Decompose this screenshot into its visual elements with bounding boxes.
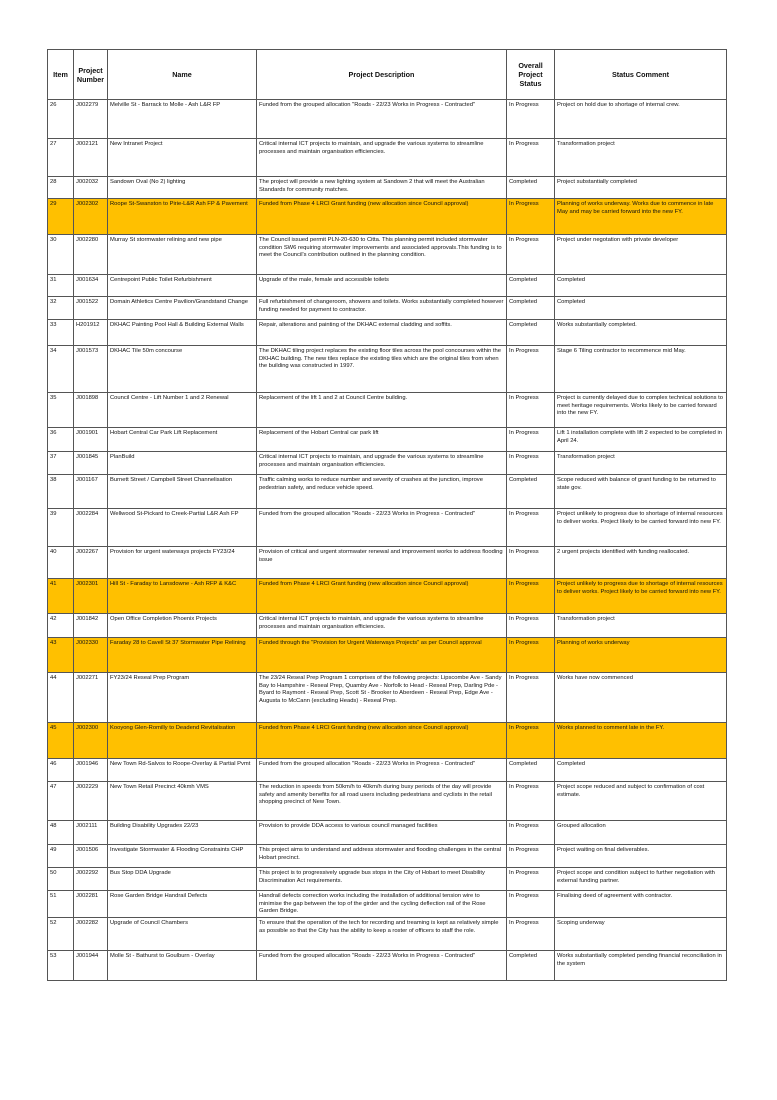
table-row: [48, 452, 727, 475]
cell-overall-status: In Progress: [507, 428, 555, 452]
cell-status-comment: Scope reduced with balance of grant funding to be returned to state gov.: [555, 475, 727, 509]
cell-name: Burnett Street / Campbell Street Channelisation: [108, 475, 257, 509]
cell-item: 29: [48, 199, 74, 235]
cell-project-number: J001522: [74, 297, 108, 320]
cell-project-number: J002271: [74, 673, 108, 723]
cell-overall-status: In Progress: [507, 891, 555, 918]
cell-overall-status: In Progress: [507, 821, 555, 845]
cell-name: Kooyong Glen-Romilly to Deadend Revitalisation: [108, 723, 257, 759]
table-row: [48, 723, 727, 759]
cell-overall-status: Completed: [507, 320, 555, 346]
cell-project-number: J001842: [74, 614, 108, 638]
cell-name: Sandown Oval (No 2) lighting: [108, 177, 257, 199]
cell-status-comment: Stage 6 Tiling contractor to recommence mid May.: [555, 346, 727, 393]
cell-item: 31: [48, 275, 74, 297]
table-row: [48, 428, 727, 452]
table-row: [48, 579, 727, 614]
cell-status-comment: Project waiting on final deliverables.: [555, 845, 727, 868]
cell-item: 47: [48, 782, 74, 821]
cell-item: 42: [48, 614, 74, 638]
cell-project-number: J001506: [74, 845, 108, 868]
cell-name: DKHAC Painting Pool Hall & Building External Walls: [108, 320, 257, 346]
cell-item: 27: [48, 139, 74, 177]
cell-status-comment: Works substantially completed pending financial reconciliation in the system: [555, 950, 727, 980]
cell-status-comment: Finalising deed of agreement with contractor.: [555, 891, 727, 918]
table-row: [48, 235, 727, 275]
header-overall-status: Overall Project Status: [507, 50, 555, 100]
cell-status-comment: Works substantially completed.: [555, 320, 727, 346]
cell-status-comment: Grouped allocation: [555, 821, 727, 845]
cell-project-number: J001573: [74, 346, 108, 393]
cell-item: 26: [48, 100, 74, 139]
header-row: [48, 50, 727, 100]
cell-project-number: J002229: [74, 782, 108, 821]
cell-project-description: Critical internal ICT projects to maintain, and upgrade the various systems to streamline processes and maintain organisation efficiencies.: [257, 452, 507, 475]
cell-project-description: Funded from Phase 4 LRCI Grant funding (new allocation since Council approval): [257, 579, 507, 614]
cell-overall-status: In Progress: [507, 199, 555, 235]
table-row: [48, 917, 727, 950]
cell-item: 52: [48, 917, 74, 950]
cell-project-number: J002284: [74, 509, 108, 547]
cell-status-comment: Completed: [555, 759, 727, 782]
cell-item: 45: [48, 723, 74, 759]
table-row: [48, 475, 727, 509]
cell-name: DKHAC Tile 50m concourse: [108, 346, 257, 393]
cell-project-number: J002282: [74, 917, 108, 950]
cell-status-comment: Project substantially completed: [555, 177, 727, 199]
cell-name: Centrepoint Public Toilet Refurbishment: [108, 275, 257, 297]
cell-item: 37: [48, 452, 74, 475]
table-row: [48, 139, 727, 177]
cell-project-number: J001167: [74, 475, 108, 509]
cell-item: 43: [48, 638, 74, 673]
table-row: [48, 320, 727, 346]
cell-project-number: J001944: [74, 950, 108, 980]
project-status-table: [47, 49, 727, 981]
header-status-comment: Status Comment: [555, 50, 727, 100]
cell-project-number: J001845: [74, 452, 108, 475]
cell-project-description: The Council issued permit PLN-20-630 to Citta. This planning permit included stormwater condition SW6 requiring stormwater improvements and associated approvals.This funding is to meet the Council's contribution outlined in the planning condition.: [257, 235, 507, 275]
cell-item: 48: [48, 821, 74, 845]
cell-overall-status: In Progress: [507, 917, 555, 950]
cell-status-comment: Lift 1 installation complete with lift 2 expected to be completed in April 24.: [555, 428, 727, 452]
cell-project-number: J002281: [74, 891, 108, 918]
cell-project-number: H201912: [74, 320, 108, 346]
table-row: [48, 782, 727, 821]
cell-status-comment: Project scope and condition subject to further negotiation with external funding partner.: [555, 868, 727, 891]
cell-item: 30: [48, 235, 74, 275]
cell-name: Investigate Stormwater & Flooding Constraints CHP: [108, 845, 257, 868]
cell-project-description: This project aims to understand and address stormwater and flooding challenges in the central Hobart precinct.: [257, 845, 507, 868]
cell-status-comment: Transformation project: [555, 452, 727, 475]
cell-item: 35: [48, 393, 74, 428]
table-row: [48, 297, 727, 320]
cell-item: 39: [48, 509, 74, 547]
table-row: [48, 547, 727, 579]
cell-project-description: Traffic calming works to reduce number and severity of crashes at the junction, improve pedestrian safety, and reduce vehicle speed.: [257, 475, 507, 509]
cell-overall-status: In Progress: [507, 509, 555, 547]
cell-project-number: J002111: [74, 821, 108, 845]
cell-item: 44: [48, 673, 74, 723]
cell-project-description: Funded from the grouped allocation "Roads - 22/23 Works in Progress - Contracted": [257, 100, 507, 139]
cell-item: 38: [48, 475, 74, 509]
cell-name: Upgrade of Council Chambers: [108, 917, 257, 950]
cell-item: 49: [48, 845, 74, 868]
cell-project-description: The 23/24 Reseal Prep Program 1 comprises of the following projects: Lipscombe Ave - Sandy Bay to Hampshire - Reseal Prep, Quamby Ave - Norfolk to Head - Reseal Prep, Darling Pde - Byard to Raymont - Reseal Prep, Scott St - Brooker to Aberdeen - Reseal Prep, Edge Ave - Augusta to McCann (excluding Heads) - Reseal Prep.: [257, 673, 507, 723]
cell-overall-status: In Progress: [507, 235, 555, 275]
cell-project-description: The project will provide a new lighting system at Sandown 2 that will meet the Australian Standards for community matches.: [257, 177, 507, 199]
header-project-number: Project Number: [74, 50, 108, 100]
table-row: [48, 950, 727, 980]
cell-project-number: J002301: [74, 579, 108, 614]
cell-status-comment: Planning of works underway. Works due to commence in late May and may be carried forward into the new FY.: [555, 199, 727, 235]
table-row: [48, 868, 727, 891]
table-header: [48, 50, 727, 100]
cell-status-comment: Project unlikely to progress due to shortage of internal resources to deliver works. Project likely to be carried forward into new FY.: [555, 579, 727, 614]
cell-project-description: Upgrade of the male, female and accessible toilets: [257, 275, 507, 297]
cell-item: 32: [48, 297, 74, 320]
cell-overall-status: In Progress: [507, 452, 555, 475]
cell-overall-status: In Progress: [507, 782, 555, 821]
table-row: [48, 275, 727, 297]
header-project-description: Project Description: [257, 50, 507, 100]
cell-overall-status: In Progress: [507, 614, 555, 638]
cell-name: Domain Athletics Centre Pavilion/Grandstand Change: [108, 297, 257, 320]
cell-project-description: Repair, alterations and painting of the DKHAC external cladding and soffits.: [257, 320, 507, 346]
cell-project-description: Funded from the grouped allocation "Roads - 22/23 Works in Progress - Contracted": [257, 509, 507, 547]
cell-overall-status: In Progress: [507, 723, 555, 759]
table-row: [48, 891, 727, 918]
header-name: Name: [108, 50, 257, 100]
cell-project-description: To ensure that the operation of the tech for recording and treaming is kept as relatively simple as possible so that the City has the ability to keep a roster of officers to staff the role.: [257, 917, 507, 950]
cell-project-number: J002300: [74, 723, 108, 759]
cell-project-number: J002032: [74, 177, 108, 199]
cell-project-number: J002280: [74, 235, 108, 275]
table-row: [48, 100, 727, 139]
cell-name: Building Disability Upgrades 22/23: [108, 821, 257, 845]
cell-overall-status: In Progress: [507, 139, 555, 177]
cell-overall-status: Completed: [507, 275, 555, 297]
cell-name: New Town Retail Precinct 40kmh VMS: [108, 782, 257, 821]
cell-name: Bus Stop DDA Upgrade: [108, 868, 257, 891]
cell-project-number: J002302: [74, 199, 108, 235]
cell-status-comment: Planning of works underway: [555, 638, 727, 673]
cell-status-comment: Project under negotation with private developer: [555, 235, 727, 275]
cell-project-description: Funded from the grouped allocation "Roads - 22/23 Works in Progress - Contracted": [257, 759, 507, 782]
cell-name: Murray St stormwater relining and new pipe: [108, 235, 257, 275]
cell-name: Molle St - Bathurst to Goulburn - Overlay: [108, 950, 257, 980]
cell-overall-status: In Progress: [507, 673, 555, 723]
cell-project-description: This project is to progressively upgrade bus stops in the City of Hobart to meet Disability Discrimination Act requirements.: [257, 868, 507, 891]
cell-overall-status: In Progress: [507, 579, 555, 614]
cell-project-description: Full refurbishment of changeroom, showers and toilets. Works substantially completed however funding needed for payment to contractor.: [257, 297, 507, 320]
cell-status-comment: Completed: [555, 297, 727, 320]
cell-status-comment: Project is currently delayed due to complex technical solutions to meet heritage requirements. Works likely to be carried forward into the new FY.: [555, 393, 727, 428]
cell-project-number: J002292: [74, 868, 108, 891]
cell-overall-status: In Progress: [507, 100, 555, 139]
header-item: Item: [48, 50, 74, 100]
cell-status-comment: 2 urgent projects identified with funding reallocated.: [555, 547, 727, 579]
cell-project-description: Critical internal ICT projects to maintain, and upgrade the various systems to streamline processes and maintain organisation efficiencies.: [257, 614, 507, 638]
table-row: [48, 509, 727, 547]
cell-project-number: J001946: [74, 759, 108, 782]
cell-name: Melville St - Barrack to Molle - Ash L&R FP: [108, 100, 257, 139]
cell-item: 40: [48, 547, 74, 579]
cell-name: Provision for urgent waterways projects FY23/24: [108, 547, 257, 579]
cell-name: New Town Rd-Salvos to Roope-Overlay & Partial Pvmt: [108, 759, 257, 782]
cell-name: Hill St - Faraday to Lansdowne - Ash RFP & K&C: [108, 579, 257, 614]
cell-name: New Intranet Project: [108, 139, 257, 177]
cell-status-comment: Works have now commenced: [555, 673, 727, 723]
cell-overall-status: In Progress: [507, 393, 555, 428]
cell-project-number: J002330: [74, 638, 108, 673]
cell-item: 28: [48, 177, 74, 199]
cell-overall-status: In Progress: [507, 868, 555, 891]
cell-overall-status: Completed: [507, 475, 555, 509]
cell-overall-status: Completed: [507, 297, 555, 320]
cell-item: 46: [48, 759, 74, 782]
cell-project-description: Handrail defects correction works including the installation of additional tension wire to minimise the gap between the top of the girder and the cycling deflection rail of the Rose Garden Bridge.: [257, 891, 507, 918]
table-body: [48, 100, 727, 981]
table-row: [48, 614, 727, 638]
cell-name: Roope St-Swanston to Pirie-L&R Ash FP & Pavement: [108, 199, 257, 235]
cell-item: 33: [48, 320, 74, 346]
cell-status-comment: Scoping underway: [555, 917, 727, 950]
cell-status-comment: Completed: [555, 275, 727, 297]
project-status-sheet: [47, 49, 726, 981]
cell-project-number: J002121: [74, 139, 108, 177]
cell-project-description: The reduction in speeds from 50km/h to 40km/h during busy periods of the day will provide safety and amenity benefits for all road users including pedestrians and cyclists in the retail shopping precinct of New Town.: [257, 782, 507, 821]
cell-name: Rose Garden Bridge Handrail Defects: [108, 891, 257, 918]
cell-project-number: J001898: [74, 393, 108, 428]
table-row: [48, 673, 727, 723]
cell-overall-status: Completed: [507, 950, 555, 980]
cell-overall-status: Completed: [507, 177, 555, 199]
cell-item: 51: [48, 891, 74, 918]
cell-name: Hobart Central Car Park Lift Replacement: [108, 428, 257, 452]
cell-name: Open Office Completion Phoenix Projects: [108, 614, 257, 638]
table-row: [48, 821, 727, 845]
cell-project-description: Funded from Phase 4 LRCI Grant funding (new allocation since Council approval): [257, 723, 507, 759]
cell-status-comment: Transformation project: [555, 614, 727, 638]
cell-project-description: Provision of critical and urgent stormwater renewal and improvement works to address flooding issue: [257, 547, 507, 579]
cell-overall-status: In Progress: [507, 638, 555, 673]
cell-overall-status: In Progress: [507, 346, 555, 393]
cell-project-number: J002267: [74, 547, 108, 579]
cell-project-description: The DKHAC tiling project replaces the existing floor tiles across the pool concourses within the DKHAC building. The new tiles replace the existing tiles which are the original tiles from when the building was constructed in 1997.: [257, 346, 507, 393]
cell-project-description: Replacement of the Hobart Central car park lift: [257, 428, 507, 452]
cell-project-number: J001634: [74, 275, 108, 297]
cell-project-description: Funded through the "Provision for Urgent Waterways Projects" as per Council approval: [257, 638, 507, 673]
cell-overall-status: Completed: [507, 759, 555, 782]
table-row: [48, 759, 727, 782]
cell-item: 34: [48, 346, 74, 393]
table-row: [48, 393, 727, 428]
cell-project-number: J001901: [74, 428, 108, 452]
cell-project-description: Critical internal ICT projects to maintain, and upgrade the various systems to streamline processes and maintain organisation efficiencies.: [257, 139, 507, 177]
cell-project-number: J002279: [74, 100, 108, 139]
cell-name: Council Centre - Lift Number 1 and 2 Renewal: [108, 393, 257, 428]
cell-overall-status: In Progress: [507, 845, 555, 868]
table-row: [48, 346, 727, 393]
cell-status-comment: Project unlikely to progress due to shortage of internal resources to deliver works. Project likely to be carried forward into new FY.: [555, 509, 727, 547]
cell-project-description: Funded from the grouped allocation "Roads - 22/23 Works in Progress - Contracted": [257, 950, 507, 980]
cell-status-comment: Transformation project: [555, 139, 727, 177]
cell-project-description: Funded from Phase 4 LRCI Grant funding (new allocation since Council approval): [257, 199, 507, 235]
cell-status-comment: Works planned to comment late in the FY.: [555, 723, 727, 759]
cell-item: 36: [48, 428, 74, 452]
cell-name: Wellwood St-Pickard to Creek-Partial L&R Ash FP: [108, 509, 257, 547]
cell-item: 53: [48, 950, 74, 980]
cell-status-comment: Project on hold due to shortage of internal crew.: [555, 100, 727, 139]
cell-name: PlanBuild: [108, 452, 257, 475]
table-row: [48, 845, 727, 868]
cell-project-description: Replacement of the lift 1 and 2 at Council Centre building.: [257, 393, 507, 428]
cell-item: 50: [48, 868, 74, 891]
table-row: [48, 177, 727, 199]
cell-status-comment: Project scope reduced and subject to confirmation of cost estimate.: [555, 782, 727, 821]
cell-item: 41: [48, 579, 74, 614]
cell-name: FY23/24 Reseal Prep Program: [108, 673, 257, 723]
table-row: [48, 638, 727, 673]
table-row: [48, 199, 727, 235]
cell-project-description: Provision to provide DDA access to various council managed facilities: [257, 821, 507, 845]
cell-name: Faraday 28 to Cavell St 37 Stormwater Pipe Relining: [108, 638, 257, 673]
cell-overall-status: In Progress: [507, 547, 555, 579]
